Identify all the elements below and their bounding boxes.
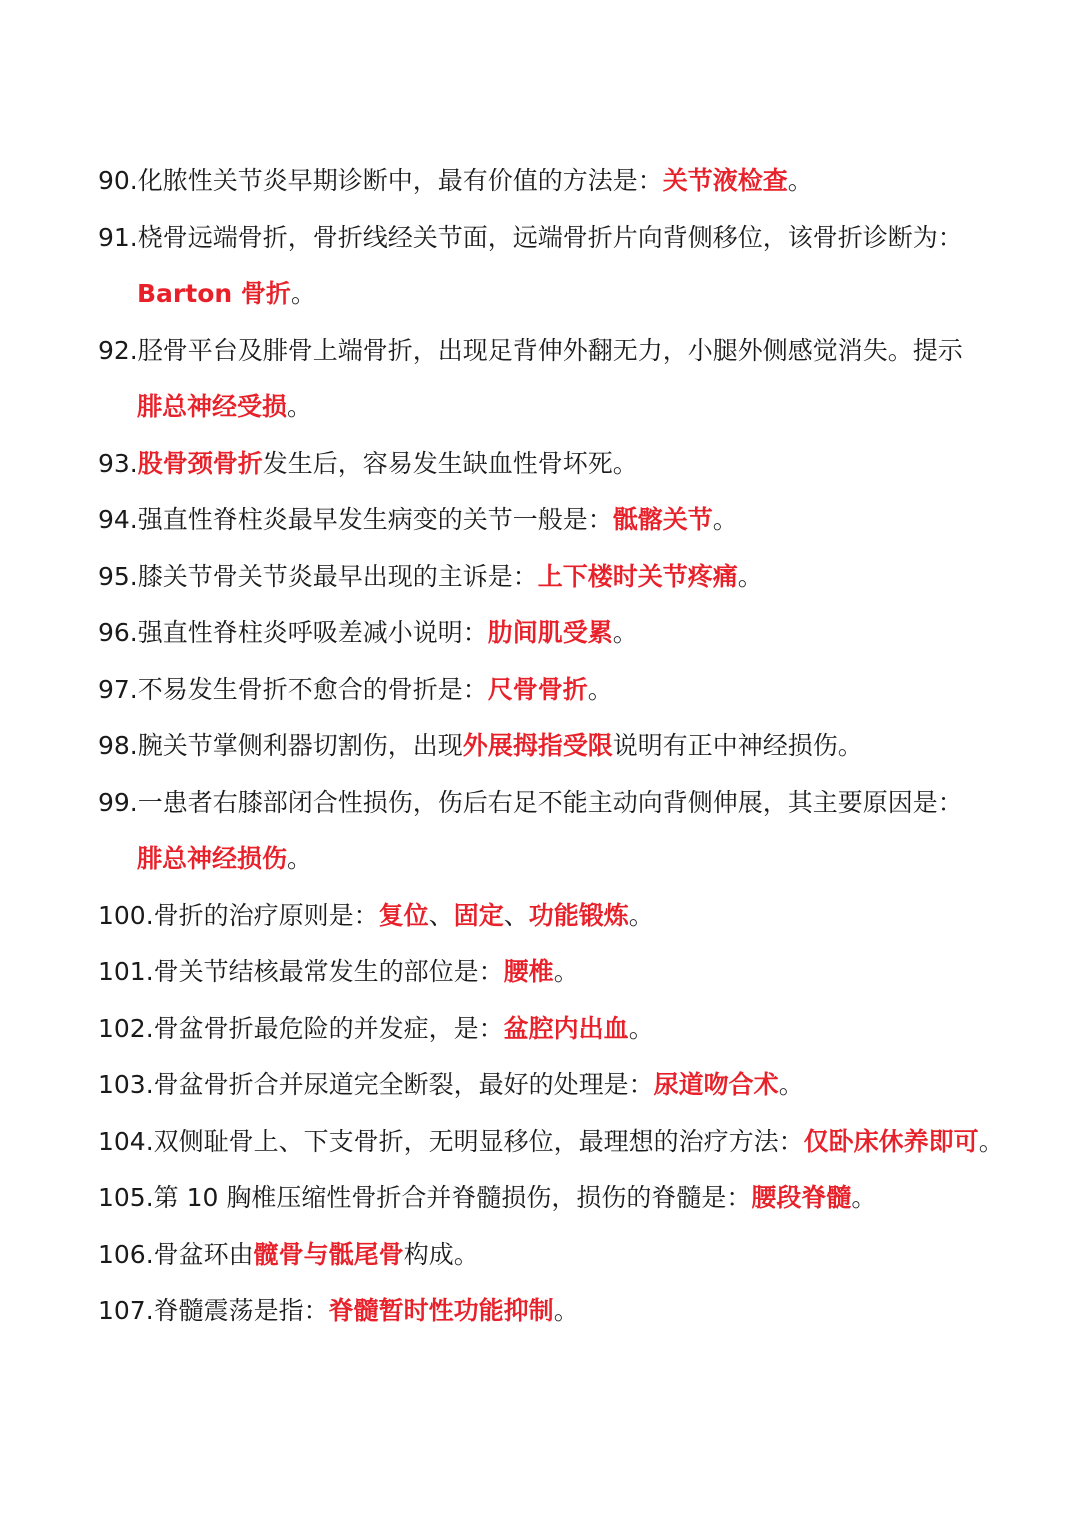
question-text: 95.膝关节骨关节炎最早出现的主诉是： — [98, 561, 538, 591]
question-text: 。 — [851, 1183, 877, 1212]
answer-highlight: 腰椎 — [503, 957, 554, 986]
answer-highlight: 上下楼时关节疼痛 — [537, 561, 738, 591]
question-line-continuation — [0, 831, 1080, 888]
answer-highlight: 腰段脊髓 — [751, 1183, 852, 1212]
answer-highlight: 功能锻炼 — [528, 900, 629, 930]
question-text: 100.骨折的治疗原则是： — [98, 900, 379, 930]
question-text: 94.强直性脊柱炎最早发生病变的关节一般是： — [98, 505, 613, 534]
question-text: 99.一患者右膝部闭合性损伤，伤后右足不能主动向背侧伸展，其主要原因是： — [98, 787, 963, 817]
answer-highlight: 腓总神经受损 — [137, 392, 288, 421]
question-text: 104.双侧耻骨上、下支骨折，无明显移位，最理想的治疗方法： — [98, 1126, 804, 1156]
question-line — [0, 775, 1080, 832]
question-line — [0, 153, 1080, 210]
question-text: 。 — [778, 1070, 804, 1099]
question-text: 说明有正中神经损伤。 — [612, 731, 863, 760]
question-text: 103.骨盆骨折合并尿道完全断裂，最好的处理是： — [98, 1070, 654, 1099]
question-text: 93. — [98, 448, 138, 478]
question-text: 。 — [628, 900, 654, 930]
question-text: 发生后，容易发生缺血性骨坏死。 — [262, 448, 638, 478]
question-text: 90.化脓性关节炎早期诊断中，最有价值的方法是： — [98, 166, 663, 195]
answer-highlight: 骶髂关节 — [612, 505, 713, 534]
question-text: 96.强直性脊柱炎呼吸差减小说明： — [98, 618, 488, 647]
question-text: 。 — [587, 674, 613, 704]
question-line — [0, 1114, 1080, 1171]
question-text: 98.腕关节掌侧利器切割伤，出现 — [98, 731, 463, 760]
answer-highlight: 固定 — [453, 900, 504, 930]
question-text: 101.骨关节结核最常发生的部位是： — [98, 957, 504, 986]
question-text: 。 — [712, 505, 738, 534]
answer-highlight: Barton 骨折 — [137, 279, 291, 308]
question-text: 92.胫骨平台及腓骨上端骨折，出现足背伸外翻无力，小腿外侧感觉消失。提示 — [98, 335, 963, 365]
question-text: 。 — [553, 957, 579, 986]
question-text: 106.骨盆环由 — [98, 1239, 254, 1269]
answer-highlight: 股骨颈骨折 — [137, 448, 263, 478]
question-text: 。 — [553, 1296, 579, 1325]
question-line — [0, 1001, 1080, 1058]
question-text: 。 — [978, 1126, 1004, 1156]
question-text: 97.不易发生骨折不愈合的骨折是： — [98, 674, 488, 704]
question-line — [0, 323, 1080, 380]
answer-highlight: 肋间肌受累 — [487, 618, 613, 647]
question-line-continuation — [0, 379, 1080, 436]
question-line — [0, 436, 1080, 493]
question-line — [0, 1170, 1080, 1227]
question-text: 。 — [737, 561, 763, 591]
question-line-continuation — [0, 266, 1080, 323]
question-line — [0, 210, 1080, 267]
question-text: 91.桡骨远端骨折，骨折线经关节面，远端骨折片向背侧移位，该骨折诊断为： — [98, 222, 963, 252]
question-line — [0, 718, 1080, 775]
question-line — [0, 549, 1080, 606]
question-line — [0, 492, 1080, 549]
question-text: 102.骨盆骨折最危险的并发症，是： — [98, 1013, 504, 1043]
answer-highlight: 仅卧床休养即可 — [803, 1126, 979, 1156]
question-text: 。 — [287, 392, 313, 421]
question-text: 。 — [287, 844, 313, 873]
question-line — [0, 1283, 1080, 1340]
answer-highlight: 复位 — [378, 900, 429, 930]
question-line — [0, 1227, 1080, 1284]
question-text: 构成。 — [403, 1239, 479, 1269]
question-text: 。 — [787, 166, 813, 195]
answer-highlight: 盆腔内出血 — [503, 1013, 629, 1043]
question-line — [0, 1057, 1080, 1114]
answer-highlight: 脊髓暂时性功能抑制 — [328, 1296, 554, 1325]
answer-highlight: 髋骨与骶尾骨 — [253, 1239, 404, 1269]
answer-highlight: 尿道吻合术 — [653, 1070, 779, 1099]
question-text: 。 — [290, 279, 316, 308]
answer-highlight: 关节液检查 — [662, 166, 788, 195]
answer-highlight: 尺骨骨折 — [487, 674, 588, 704]
answer-highlight: 腓总神经损伤 — [137, 844, 288, 873]
question-text: 。 — [628, 1013, 654, 1043]
question-line — [0, 605, 1080, 662]
question-text: 107.脊髓震荡是指： — [98, 1296, 329, 1325]
question-line — [0, 944, 1080, 1001]
question-text: 105.第 10 胸椎压缩性骨折合并脊髓损伤，损伤的脊髓是： — [98, 1183, 752, 1212]
question-line — [0, 662, 1080, 719]
question-text: 、 — [503, 900, 529, 930]
document-body — [0, 153, 1080, 1340]
question-text: 。 — [612, 618, 638, 647]
answer-highlight: 外展拇指受限 — [462, 731, 613, 760]
question-text: 、 — [428, 900, 454, 930]
question-line — [0, 888, 1080, 945]
